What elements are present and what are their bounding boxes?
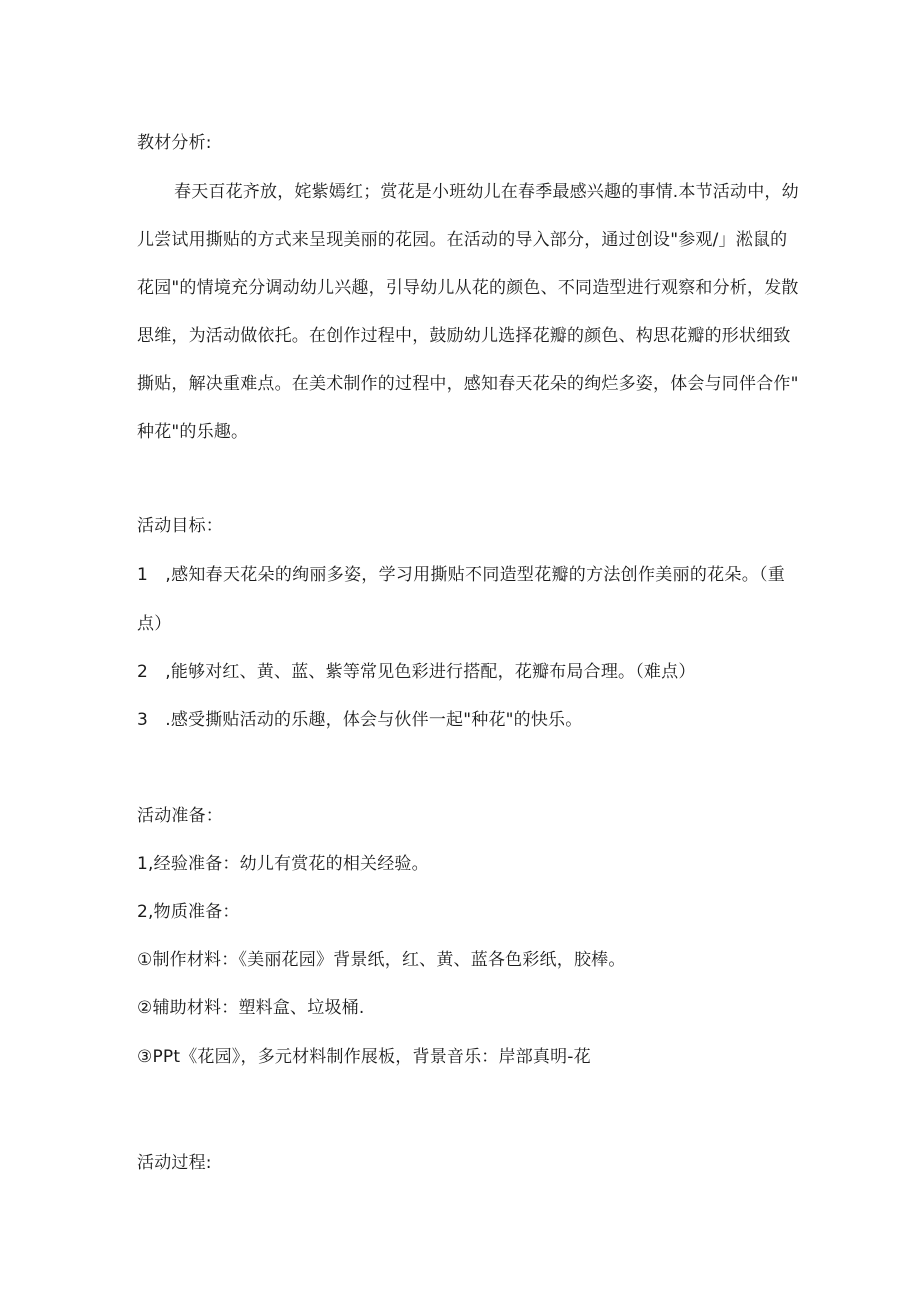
analysis-paragraph-line: 种花"的乐趣。 — [137, 422, 249, 442]
preparation-item: 2,物质准备： — [137, 902, 240, 922]
goal-item-continuation: 点） — [137, 614, 172, 634]
analysis-paragraph-line: 撕贴，解决重难点。在美术制作的过程中，感知春天花朵的绚烂多姿，体会与同伴合作" — [137, 374, 799, 394]
goal-item: 2 ,能够对红、黄、蓝、紫等常见色彩进行搭配，花瓣布局合理。（难点） — [137, 662, 696, 682]
preparation-item: 1,经验准备：幼儿有赏花的相关经验。 — [137, 854, 429, 874]
goals-heading: 活动目标： — [137, 516, 223, 536]
analysis-heading: 教材分析: — [137, 133, 212, 153]
preparation-item: ①制作材料：《美丽花园》背景纸，红、黄、蓝各色彩纸，胶棒。 — [137, 950, 626, 970]
preparation-item: ③PPt《花园》，多元材料制作展板，背景音乐：岸部真明-花 — [137, 1047, 591, 1067]
preparation-heading: 活动准备： — [137, 806, 223, 826]
analysis-paragraph-line: 儿尝试用撕贴的方式来呈现美丽的花园。在活动的导入部分，通过创设"参观/」淞鼠的 — [137, 230, 788, 250]
goal-item: 1 ,感知春天花朵的绚丽多姿，学习用撕贴不同造型花瓣的方法创作美丽的花朵。（重 — [137, 565, 785, 585]
preparation-item: ②辅助材料：塑料盒、垃圾桶. — [137, 998, 365, 1018]
analysis-paragraph-line: 花园"的情境充分调动幼儿兴趣，引导幼儿从花的颜色、不同造型进行观察和分析，发散 — [137, 278, 799, 298]
analysis-paragraph-line: 思维，为活动做依托。在创作过程中，鼓励幼儿选择花瓣的颜色、构思花瓣的形状细致 — [137, 326, 791, 346]
analysis-paragraph-line: 春天百花齐放，姹紫嫣红；赏花是小班幼儿在春季最感兴趣的事情.本节活动中，幼 — [174, 182, 799, 202]
process-heading: 活动过程: — [137, 1153, 212, 1173]
goal-item: 3 .感受撕贴活动的乐趣，体会与伙伴一起"种花"的快乐。 — [137, 710, 583, 730]
